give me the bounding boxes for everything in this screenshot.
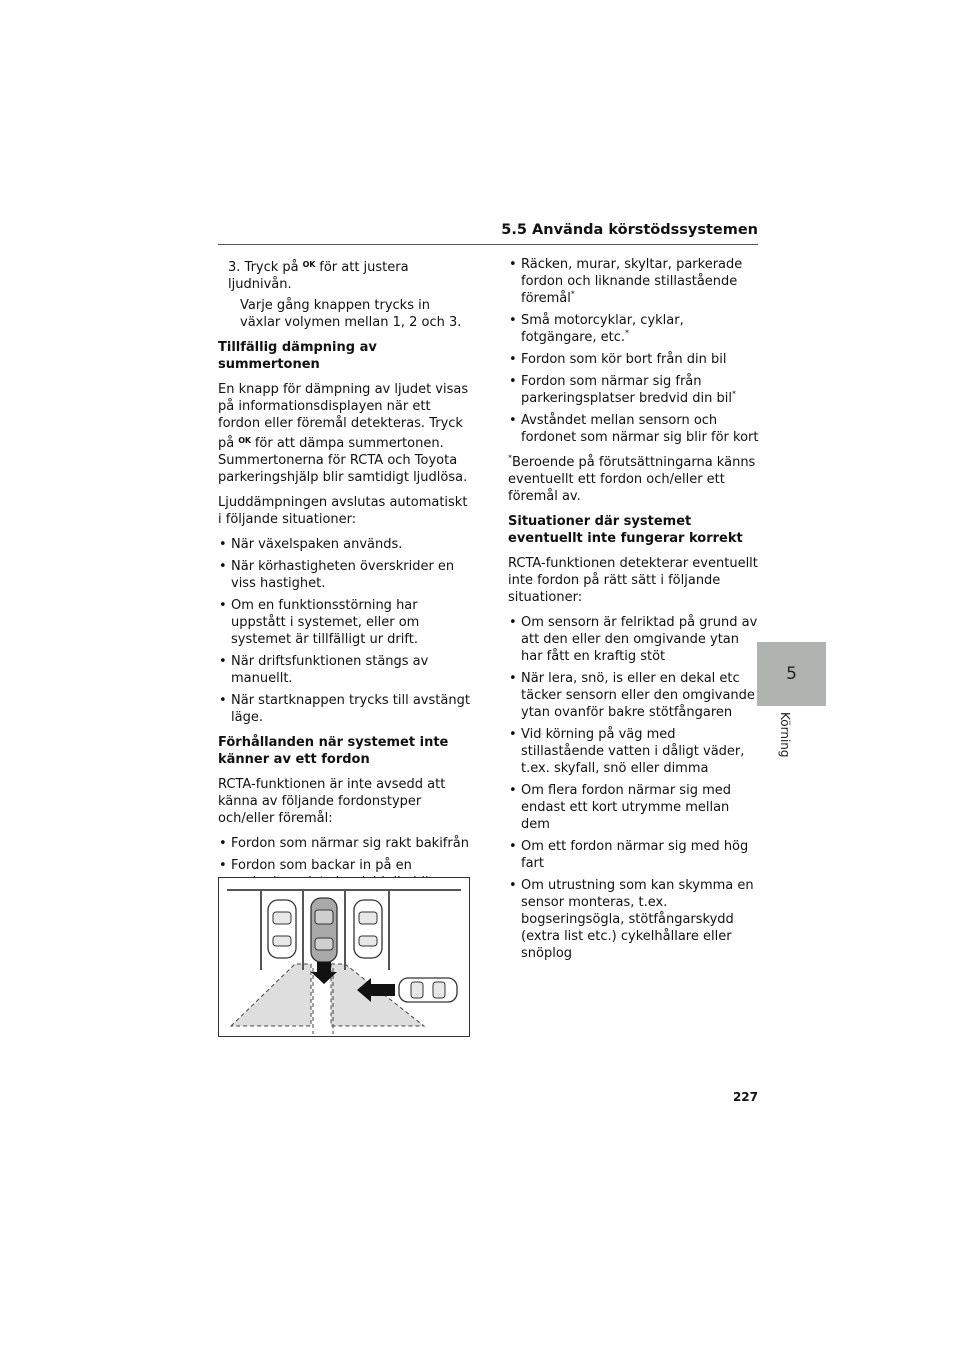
parking-diagram xyxy=(219,878,469,1036)
list-item-text: Räcken, murar, skyltar, parkerade fordon och liknande stillastående föremål xyxy=(521,257,743,306)
list-item xyxy=(508,373,760,407)
list-item: • Avståndet mellan sensorn och fordonet som närmar sig blir för kort xyxy=(508,412,760,446)
list-item: • Om ett fordon närmar sig med hög fart xyxy=(508,838,760,872)
list-item: • Om en funktionsstörning har uppstått i systemet, eller om systemet är tillfälligt ur drift. xyxy=(218,597,473,648)
heading-not-detected: Förhållanden när systemet inte känner av ett fordon xyxy=(218,735,449,767)
list-undetected-objects xyxy=(508,256,760,446)
list-item: • Fordon som backar in på en xyxy=(218,857,473,891)
paragraph-rcta-not-intended: RCTA-funktionen är inte avsedd att känna av följande fordonstyper och/eller föremål: xyxy=(218,777,446,826)
asterisk: * xyxy=(508,453,512,463)
list-item: • Om utrustning som kan skymma en sensor monteras, t.ex. bogseringsögla, stötfångarskydd (extra list etc.) cykelhållare eller snöplog xyxy=(508,877,760,962)
list-item: • Om flera fordon närmar sig med endast ett kort utrymme mellan dem xyxy=(508,782,760,833)
page-number: 227 xyxy=(732,1090,758,1104)
heading-may-not-work: Situationer där systemet eventuellt inte fungerar korrekt xyxy=(508,514,743,546)
list-item xyxy=(508,312,760,346)
heading-temporary-mute: Tillfällig dämpning av summertonen xyxy=(218,340,377,372)
left-column xyxy=(218,256,473,938)
parked-car-right xyxy=(354,900,382,958)
asterisk: * xyxy=(570,289,575,299)
list-item: • Om sensorn är felriktad på grund av att den eller den omgivande ytan har fått en kraftig stöt xyxy=(508,614,760,665)
paragraph-rcta-may-not-detect: RCTA-funktionen detekterar eventuellt inte fordon på rätt sätt i följande situationer: xyxy=(508,556,758,605)
paragraph-mute-button xyxy=(218,381,473,486)
list-item: • När lera, snö, is eller en dekal etc täcker sensorn eller den omgivande ytan ovanför bakre stötfångaren xyxy=(508,670,760,721)
list-item-text: Fordon som närmar sig från parkeringsplatser bredvid din bil xyxy=(521,374,732,406)
approaching-car xyxy=(399,978,457,1002)
list-item: • Fordon som kör bort från din bil xyxy=(508,351,760,368)
ok-button-icon: OK xyxy=(302,260,316,269)
asterisk: * xyxy=(625,328,629,338)
list-item: • När driftsfunktionen stängs av manuellt. xyxy=(218,653,473,687)
right-column xyxy=(508,256,760,970)
left-detection-zone xyxy=(231,964,311,1026)
list-item-text: Små motorcyklar, cyklar, fotgängare, etc. xyxy=(521,313,684,345)
ok-button-icon: OK xyxy=(238,436,251,445)
step-3-description: Varje gång knappen trycks in växlar volymen mellan 1, 2 och 3. xyxy=(240,298,462,330)
own-car xyxy=(311,898,337,962)
list-item: • När körhastigheten överskrider en viss hastighet. xyxy=(218,558,473,592)
list-item xyxy=(508,256,760,307)
footnote-text: Beroende på förutsättningarna känns eventuellt ett fordon och/eller ett föremål av. xyxy=(508,455,756,504)
list-item: • När växelspaken används. xyxy=(218,536,473,553)
list-item: • När startknappen trycks till avstängt läge. xyxy=(218,692,473,726)
section-title: 5.5 Använda körstödssystemen xyxy=(501,222,758,238)
paragraph-mute-part2: för att dämpa summertonen. Summertonerna för RCTA och Toyota parkeringshjälp blir samtidigt ljudlösa. xyxy=(218,436,468,485)
list-item: • Fordon som närmar sig rakt bakifrån xyxy=(218,835,473,852)
chapter-label: Körning xyxy=(778,712,792,758)
chapter-number: 5 xyxy=(786,664,797,684)
list-item: • Vid körning på väg med stillastående vatten i dåligt väder, t.ex. skyfall, snö eller dimma xyxy=(508,726,760,777)
parked-car-left xyxy=(268,900,296,958)
paragraph-mute-part1: En knapp för dämpning av ljudet visas på informationsdisplayen när ett fordon eller föremål detekteras. Tryck på xyxy=(218,382,469,451)
header-rule xyxy=(218,244,758,245)
asterisk: * xyxy=(731,389,736,399)
list-mute-cancel-conditions xyxy=(218,536,473,726)
parking-illustration xyxy=(218,877,470,1037)
paragraph-mute-cancel: Ljuddämpningen avslutas automatiskt i följande situationer: xyxy=(218,495,468,527)
footnote xyxy=(508,454,760,505)
step-3-suffix: för att justera ljudnivån. xyxy=(228,260,409,292)
list-malfunction-situations xyxy=(508,614,760,962)
step-3-prefix: 3. Tryck på xyxy=(228,260,299,275)
step-3 xyxy=(218,256,473,293)
